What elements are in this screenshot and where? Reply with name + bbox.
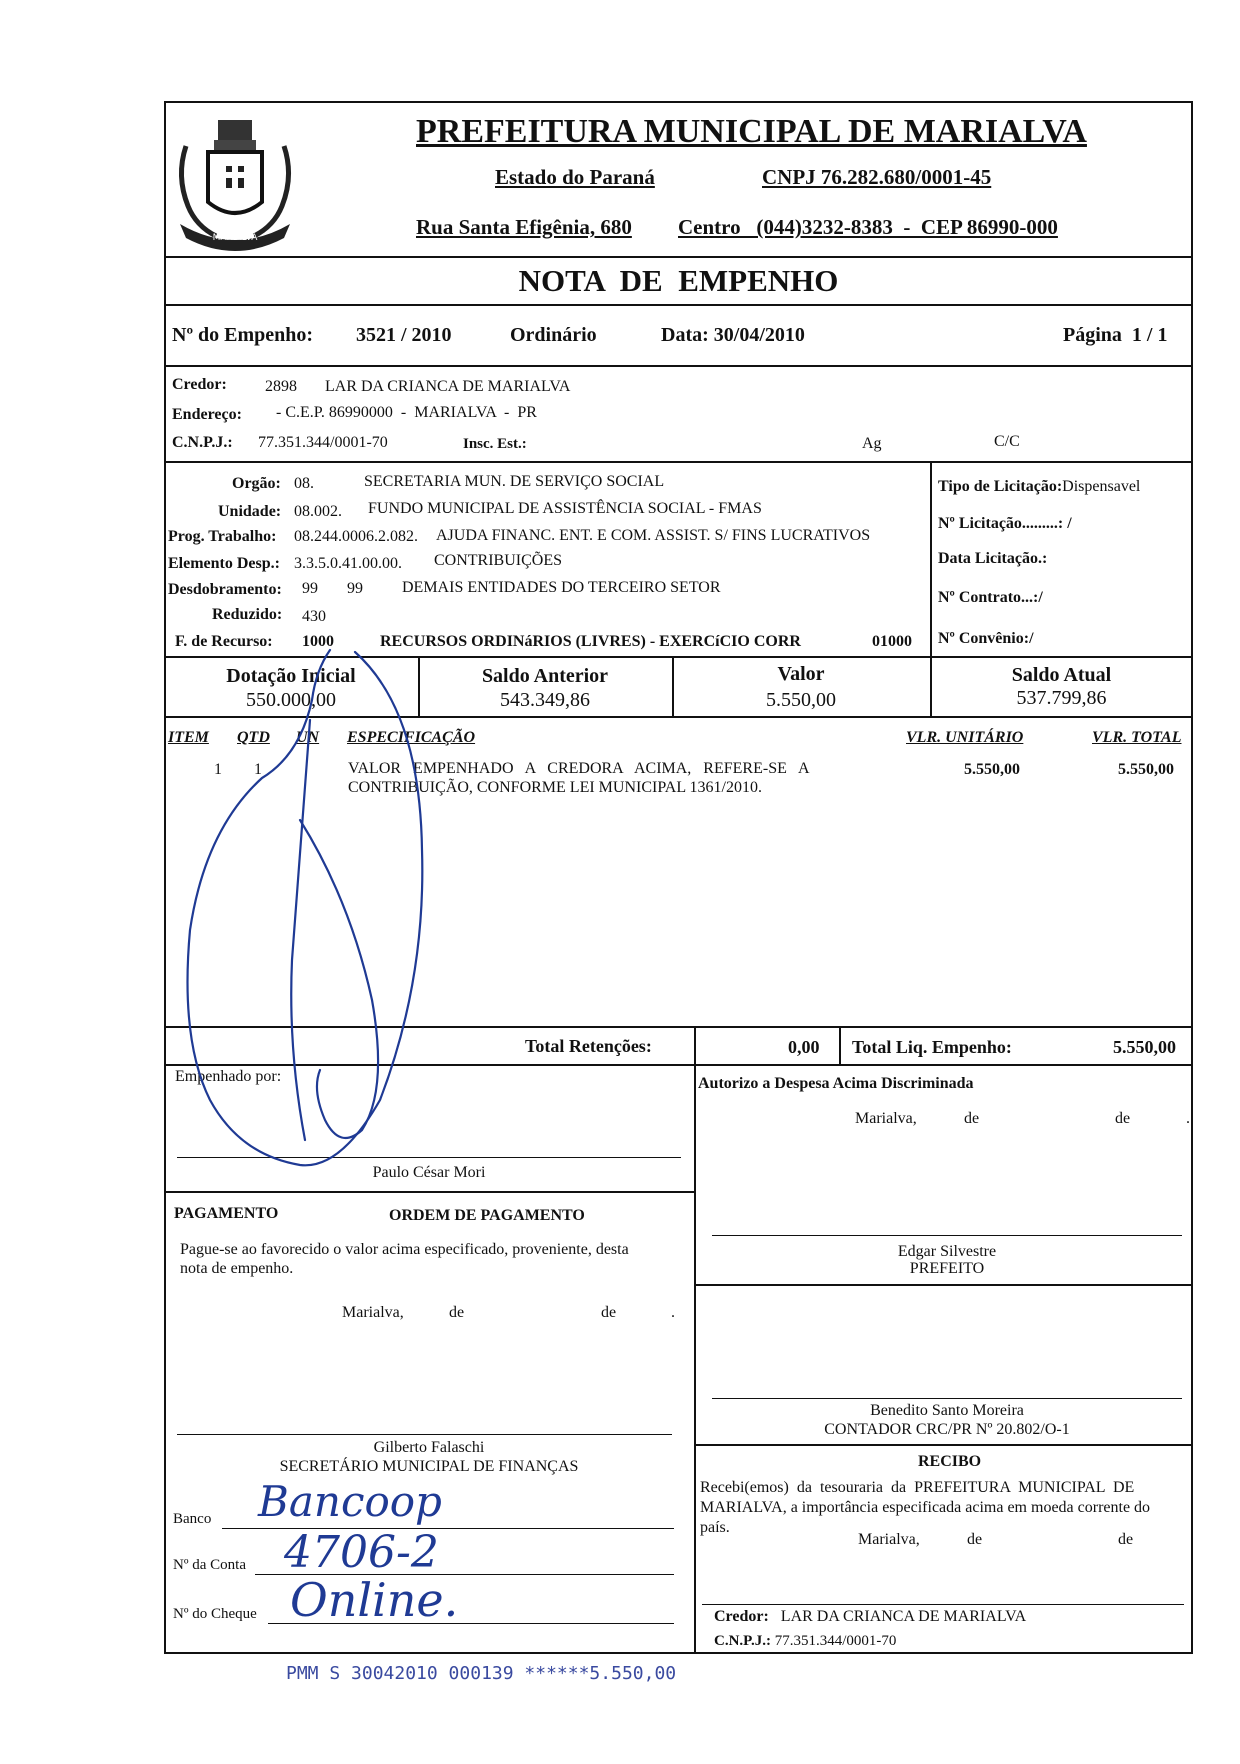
valor-value: 5.550,00 (766, 689, 836, 711)
banco-label: Banco (173, 1511, 212, 1527)
orgao-label: Orgão: (232, 475, 281, 492)
cheque-handwritten: Online. (290, 1573, 459, 1627)
pagamento-label: PAGAMENTO (174, 1205, 279, 1222)
secretario-name: Gilberto Falaschi (373, 1439, 485, 1456)
autorizo-de1: de (964, 1110, 980, 1127)
svg-text:MARIALVA: MARIALVA (212, 233, 258, 243)
banco-handwritten: Bancoop (258, 1477, 442, 1526)
item-vlr-total: 5.550,00 (1118, 761, 1174, 778)
prog-desc: AJUDA FINANC. ENT. E COM. ASSIST. S/ FINS LUCRATIVOS (436, 527, 871, 544)
dotacao-label: Dotação Inicial (226, 665, 356, 687)
elemento-label: Elemento Desp.: (168, 555, 280, 572)
col-item: ITEM (168, 729, 209, 746)
licitacao-type-value: Dispensavel (1062, 478, 1141, 495)
header-cnpj: CNPJ 76.282.680/0001-45 (762, 165, 992, 189)
pagamento-dot: . (671, 1304, 675, 1321)
conta-label: Nº da Conta (173, 1557, 246, 1573)
credor-name: LAR DA CRIANCA DE MARIALVA (325, 378, 571, 395)
prefeito-role: PREFEITO (909, 1260, 985, 1277)
item-vlr-unitario: 5.550,00 (964, 761, 1020, 778)
retencoes-value: 0,00 (788, 1037, 820, 1057)
empenho-number-label: Nº do Empenho: (172, 324, 314, 346)
elemento-code: 3.3.5.0.41.00.00. (294, 555, 402, 572)
credor-code: 2898 (265, 378, 297, 395)
item-desc-line2: CONTRIBUIÇÃO, CONFORME LEI MUNICIPAL 1361/2010. (348, 779, 762, 796)
credor-label: Credor: (172, 376, 227, 393)
conta-handwritten: 4706-2 (284, 1527, 439, 1578)
pen-stroke-right-loop (300, 820, 378, 1138)
contrato-number: Nº Contrato...:/ (938, 589, 1043, 606)
saldo-anterior-label: Saldo Anterior (481, 665, 609, 687)
unidade-code: 08.002. (294, 503, 342, 520)
licitacao-number: Nº Licitação.........: / (938, 515, 1072, 532)
pagamento-text-line1: Pague-se ao favorecido o valor acima especificado, proveniente, desta (180, 1241, 629, 1258)
header-address: Rua Santa Efigênia, 680 (416, 215, 632, 239)
valor-label: Valor (777, 663, 825, 685)
header-address-rest: Centro (044)3232-8383 - CEP 86990-000 (678, 215, 1058, 239)
autorizo-label: Autorizo a Despesa Acima Discriminada (698, 1075, 974, 1092)
autorizo-de2: de (1115, 1110, 1131, 1127)
col-especificacao: ESPECIFICAÇÃO (347, 729, 476, 746)
contador-name: Benedito Santo Moreira (870, 1402, 1024, 1419)
col-un: UN (296, 729, 320, 746)
retencoes-label: Total Retenções: (525, 1036, 652, 1056)
address-label: Endereço: (172, 406, 242, 423)
saldo-atual-label: Saldo Atual (1011, 664, 1112, 686)
recibo-text-line2: MARIALVA, a importância especificada acima em moeda corrente do (700, 1499, 1151, 1516)
autorizo-dot: . (1186, 1110, 1190, 1127)
page-indicator: Página 1 / 1 (1063, 324, 1168, 346)
empenhado-signer: Paulo César Mori (372, 1164, 486, 1181)
pagamento-de2: de (601, 1304, 617, 1321)
reduzido-code: 430 (302, 608, 326, 625)
recibo-de2: de (1118, 1531, 1134, 1548)
insc-est-label: Insc. Est.: (463, 436, 527, 452)
recibo-de1: de (967, 1531, 983, 1548)
licitacao-type-label: Tipo de Licitação: (938, 478, 1063, 495)
payment-stamp: PMM S 30042010 000139 ******5.550,00 (286, 1663, 677, 1684)
unidade-desc: FUNDO MUNICIPAL DE ASSISTÊNCIA SOCIAL - FMAS (368, 500, 762, 517)
recibo-text-line3: país. (700, 1519, 730, 1536)
secretario-role: SECRETÁRIO MUNICIPAL DE FINANÇAS (279, 1458, 579, 1475)
header-title: PREFEITURA MUNICIPAL DE MARIALVA (416, 113, 1087, 150)
item-qtd: 1 (254, 761, 262, 778)
prog-label: Prog. Trabalho: (168, 528, 277, 545)
liquido-value: 5.550,00 (1113, 1037, 1176, 1057)
recibo-credor-value: LAR DA CRIANCA DE MARIALVA (780, 1608, 1027, 1625)
credor-cnpj: 77.351.344/0001-70 (258, 434, 388, 451)
desdobramento-label: Desdobramento: (168, 581, 282, 598)
account-label: C/C (994, 433, 1020, 450)
address-value: - C.E.P. 86990000 - MARIALVA - PR (276, 404, 537, 421)
autorizo-city: Marialva, (855, 1110, 917, 1127)
orgao-code: 08. (294, 475, 314, 492)
doc-title: NOTA DE EMPENHO (518, 263, 839, 298)
pagamento-city: Marialva, (342, 1304, 404, 1321)
fonte-desc: RECURSOS ORDINáRIOS (LIVRES) - EXERCíCIO CORR (380, 633, 801, 650)
credor-cnpj-label: C.N.P.J.: (172, 434, 233, 451)
licitacao-date: Data Licitação.: (938, 550, 1048, 567)
recibo-label: RECIBO (918, 1453, 982, 1470)
empenho-number: 3521 / 2010 (356, 324, 452, 346)
recibo-cnpj-label: C.N.P.J.: (714, 1633, 771, 1649)
recibo-cnpj-value: 77.351.344/0001-70 (774, 1633, 897, 1649)
desdobramento-code1: 99 (302, 580, 318, 597)
ordem-pagamento-label: ORDEM DE PAGAMENTO (389, 1207, 585, 1224)
recibo-city: Marialva, (858, 1531, 920, 1548)
desdobramento-code2: 99 (347, 580, 363, 597)
fonte-code2: 01000 (872, 633, 912, 650)
elemento-desc: CONTRIBUIÇÕES (434, 552, 563, 569)
fonte-code: 1000 (302, 633, 334, 650)
empenhado-label: Empenhado por: (175, 1068, 282, 1085)
orgao-desc: SECRETARIA MUN. DE SERVIÇO SOCIAL (364, 473, 665, 490)
col-qtd: QTD (237, 729, 270, 746)
desdobramento-desc: DEMAIS ENTIDADES DO TERCEIRO SETOR (402, 579, 721, 596)
unidade-label: Unidade: (218, 503, 282, 520)
empenho-type: Ordinário (510, 324, 597, 346)
pagamento-text-line2: nota de empenho. (180, 1260, 294, 1277)
fonte-label: F. de Recurso: (175, 633, 273, 650)
col-vlr-unitario: VLR. UNITÁRIO (906, 729, 1024, 746)
reduzido-label: Reduzido: (212, 606, 283, 623)
prog-code: 08.244.0006.2.082. (294, 528, 418, 545)
agency-label: Ag (862, 435, 882, 452)
header-state: Estado do Paraná (495, 165, 655, 189)
item-number: 1 (214, 761, 222, 778)
contador-role: CONTADOR CRC/PR Nº 20.802/O-1 (824, 1421, 1070, 1438)
saldo-atual-value: 537.799,86 (1016, 687, 1107, 709)
saldo-anterior-value: 543.349,86 (500, 689, 590, 711)
dotacao-value: 550.000,00 (246, 689, 336, 711)
recibo-credor-label: Credor: (714, 1608, 769, 1625)
item-desc-line1: VALOR EMPENHADO A CREDORA ACIMA, REFERE-SE A (348, 760, 810, 777)
empenho-date: Data: 30/04/2010 (661, 324, 805, 346)
pen-stroke-line (291, 720, 310, 1140)
cheque-label: Nº do Cheque (173, 1606, 257, 1622)
col-vlr-total: VLR. TOTAL (1092, 729, 1182, 746)
liquido-label: Total Liq. Empenho: (852, 1037, 1012, 1057)
prefeito-name: Edgar Silvestre (897, 1243, 997, 1260)
recibo-text-line1: Recebi(emos) da tesouraria da PREFEITURA MUNICIPAL DE (700, 1479, 1135, 1496)
convenio-number: Nº Convênio:/ (938, 630, 1034, 647)
pen-stroke-loop (188, 650, 423, 1165)
pagamento-de1: de (449, 1304, 465, 1321)
